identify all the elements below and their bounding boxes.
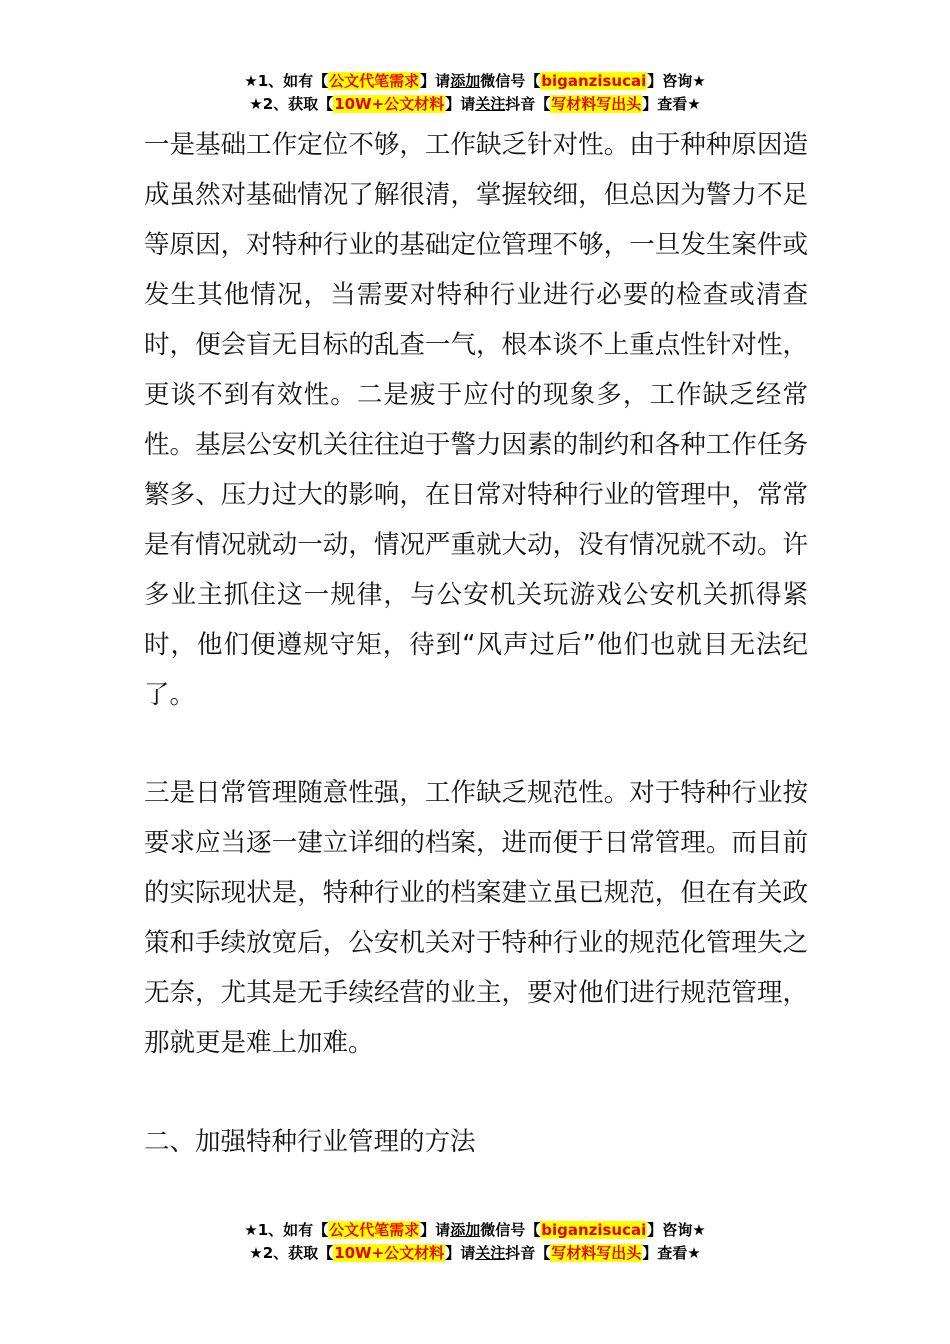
- section-heading: [144, 1117, 808, 1167]
- banner-text: 】请: [420, 1221, 451, 1239]
- paragraph-2: [144, 768, 808, 1068]
- emphasis-follow: 关注: [475, 1244, 506, 1262]
- footer-banner: [0, 1219, 950, 1265]
- section-heading-text: 二、加强特种行业管理的方法: [144, 1127, 476, 1157]
- highlight-service: 公文代笔需求: [329, 1221, 420, 1239]
- highlight-douyin-account: 写材料写出头: [551, 95, 642, 113]
- highlight-materials: 10W+公文材料: [334, 1244, 445, 1262]
- highlight-wechat-id: biganzisucai: [541, 72, 647, 90]
- highlight-service: 公文代笔需求: [329, 72, 420, 90]
- paragraph-text: 一是基础工作定位不够，工作缺乏针对性。由于种种原因造成虽然对基础情况了解很清，掌握较细，但总因为警力不足等原因，对特种行业的基础定位管理不够，一旦发生案件或发生其他情况，当需要对特种行业进行必要的检查或清查时，便会盲无目标的乱查一气，根本谈不上重点性针对性，更谈不到有效性。二是疲于应付的现象多，工作缺乏经常性。基层公安机关往往迫于警力因素的制约和各种工作任务繁多、压力过大的影响，在日常对特种行业的管理中，常常是有情况就动一动，情况严重就大动，没有情况就不动。许多业主抓住这一规律，与公安机关玩游戏公安机关抓得紧时，他们便遵规守矩，待到“风声过后”他们也就目无法纪了。: [144, 130, 808, 710]
- banner-line-2: [0, 93, 950, 116]
- banner-line-1: [0, 70, 950, 93]
- highlight-wechat-id: biganzisucai: [541, 1221, 647, 1239]
- paragraph-text: 三是日常管理随意性强，工作缺乏规范性。对于特种行业按要求应当逐一建立详细的档案，进而便于日常管理。而目前的实际现状是，特种行业的档案建立虽已规范，但在有关政策和手续放宽后，公安机关对于特种行业的规范化管理失之无奈，尤其是无手续经营的业主，要对他们进行规范管理，那就更是难上加难。: [144, 778, 808, 1058]
- emphasis-add: 添加: [450, 72, 481, 90]
- banner-line-1: [0, 1219, 950, 1242]
- banner-text: 】咨询★: [647, 1221, 706, 1239]
- banner-text: ★2、获取【: [249, 95, 334, 113]
- paragraph-1: [144, 120, 808, 720]
- banner-text: ★2、获取【: [249, 1244, 334, 1262]
- banner-text: ★1、如有【: [244, 72, 329, 90]
- banner-text: 微信号【: [480, 72, 541, 90]
- banner-line-2: [0, 1242, 950, 1265]
- banner-text: 】咨询★: [647, 72, 706, 90]
- banner-text: 抖音【: [505, 95, 551, 113]
- banner-text: 抖音【: [505, 1244, 551, 1262]
- banner-text: 】请: [445, 95, 476, 113]
- banner-text: 】请: [420, 72, 451, 90]
- banner-text: 】请: [445, 1244, 476, 1262]
- highlight-materials: 10W+公文材料: [334, 95, 445, 113]
- banner-text: ★1、如有【: [244, 1221, 329, 1239]
- emphasis-follow: 关注: [475, 95, 506, 113]
- banner-text: 】查看★: [642, 1244, 701, 1262]
- banner-text: 微信号【: [480, 1221, 541, 1239]
- emphasis-add: 添加: [450, 1221, 481, 1239]
- highlight-douyin-account: 写材料写出头: [551, 1244, 642, 1262]
- banner-text: 】查看★: [642, 95, 701, 113]
- header-banner: [0, 70, 950, 116]
